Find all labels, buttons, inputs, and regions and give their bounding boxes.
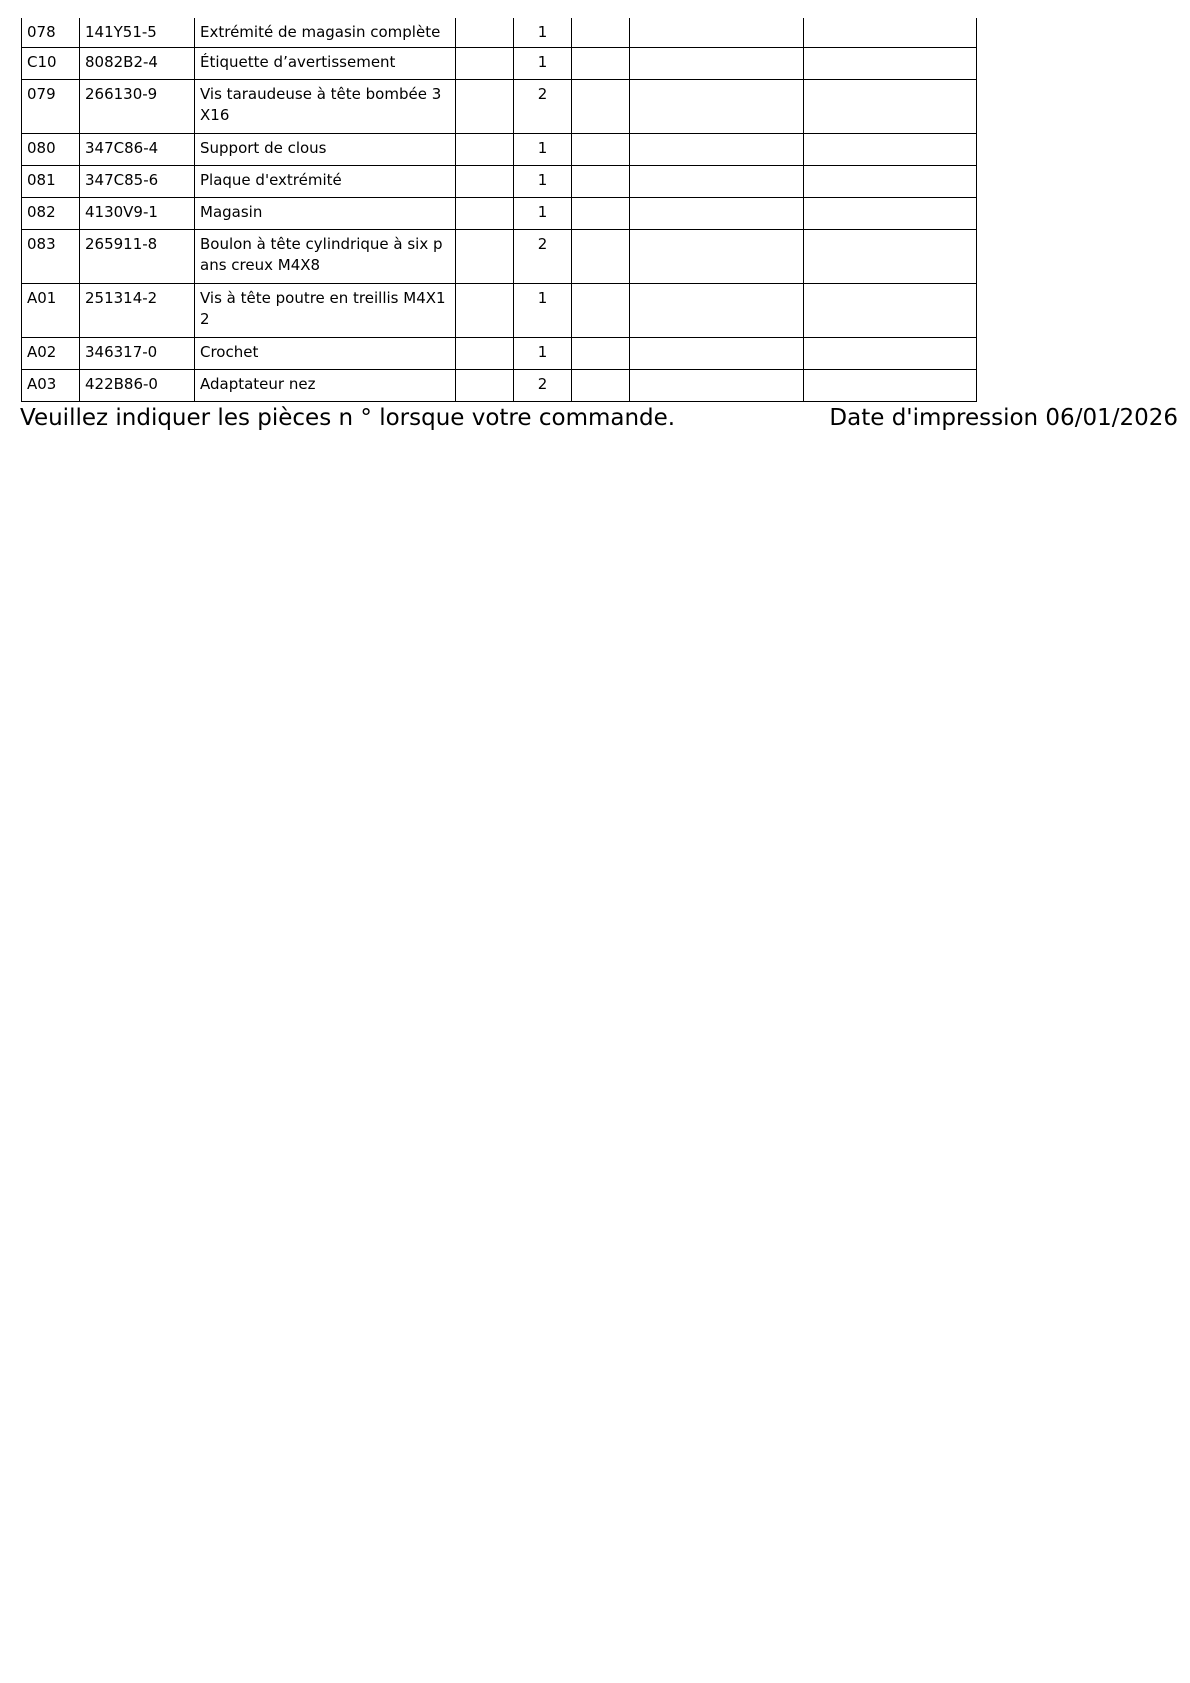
empty-cell xyxy=(630,338,804,370)
empty-cell xyxy=(456,370,514,402)
empty-cell xyxy=(804,18,977,48)
part-number: 346317-0 xyxy=(80,338,195,370)
empty-cell xyxy=(456,134,514,166)
empty-cell xyxy=(572,370,630,402)
empty-cell xyxy=(572,134,630,166)
empty-cell xyxy=(630,370,804,402)
empty-cell xyxy=(456,284,514,338)
part-description: Étiquette d’avertissement xyxy=(195,48,456,80)
empty-cell xyxy=(630,166,804,198)
part-description: Crochet xyxy=(195,338,456,370)
order-instruction-note: Veuillez indiquer les pièces n ° lorsque votre commande. xyxy=(20,405,676,431)
part-description: Vis à tête poutre en treillis M4X12 xyxy=(195,284,456,338)
table-row xyxy=(22,18,977,48)
empty-cell xyxy=(456,48,514,80)
empty-cell xyxy=(804,230,977,284)
empty-cell xyxy=(456,80,514,134)
quantity: 1 xyxy=(514,284,572,338)
part-description: Magasin xyxy=(195,198,456,230)
part-description: Plaque d'extrémité xyxy=(195,166,456,198)
table-row xyxy=(22,166,977,198)
part-description: Support de clous xyxy=(195,134,456,166)
table-row xyxy=(22,338,977,370)
item-number: 081 xyxy=(22,166,80,198)
part-description: Vis taraudeuse à tête bombée 3X16 xyxy=(195,80,456,134)
table-row xyxy=(22,80,977,134)
item-number: 080 xyxy=(22,134,80,166)
quantity: 1 xyxy=(514,338,572,370)
item-number: 078 xyxy=(22,18,80,48)
quantity: 1 xyxy=(514,134,572,166)
empty-cell xyxy=(572,48,630,80)
empty-cell xyxy=(572,284,630,338)
empty-cell xyxy=(630,48,804,80)
part-description: Boulon à tête cylindrique à six pans creux M4X8 xyxy=(195,230,456,284)
part-description: Extrémité de magasin complète xyxy=(195,18,456,48)
table-row xyxy=(22,284,977,338)
empty-cell xyxy=(572,230,630,284)
table-row xyxy=(22,230,977,284)
quantity: 1 xyxy=(514,166,572,198)
empty-cell xyxy=(572,166,630,198)
empty-cell xyxy=(456,198,514,230)
table-row xyxy=(22,134,977,166)
empty-cell xyxy=(572,338,630,370)
quantity: 1 xyxy=(514,198,572,230)
part-number: 4130V9-1 xyxy=(80,198,195,230)
empty-cell xyxy=(804,370,977,402)
empty-cell xyxy=(804,48,977,80)
empty-cell xyxy=(630,198,804,230)
empty-cell xyxy=(630,18,804,48)
part-number: 141Y51-5 xyxy=(80,18,195,48)
empty-cell xyxy=(456,166,514,198)
part-number: 265911-8 xyxy=(80,230,195,284)
empty-cell xyxy=(456,338,514,370)
empty-cell xyxy=(630,230,804,284)
empty-cell xyxy=(572,198,630,230)
empty-cell xyxy=(630,80,804,134)
item-number: 083 xyxy=(22,230,80,284)
print-date: Date d'impression 06/01/2026 xyxy=(829,405,1178,431)
empty-cell xyxy=(804,338,977,370)
empty-cell xyxy=(804,166,977,198)
empty-cell xyxy=(804,80,977,134)
table-row xyxy=(22,370,977,402)
empty-cell xyxy=(456,18,514,48)
item-number: A02 xyxy=(22,338,80,370)
empty-cell xyxy=(804,198,977,230)
part-description: Adaptateur nez xyxy=(195,370,456,402)
part-number: 8082B2-4 xyxy=(80,48,195,80)
empty-cell xyxy=(456,230,514,284)
quantity: 1 xyxy=(514,18,572,48)
item-number: 079 xyxy=(22,80,80,134)
item-number: C10 xyxy=(22,48,80,80)
empty-cell xyxy=(630,284,804,338)
quantity: 2 xyxy=(514,80,572,134)
quantity: 2 xyxy=(514,370,572,402)
part-number: 347C85-6 xyxy=(80,166,195,198)
empty-cell xyxy=(804,134,977,166)
item-number: A03 xyxy=(22,370,80,402)
parts-table xyxy=(21,18,977,402)
part-number: 422B86-0 xyxy=(80,370,195,402)
table-row xyxy=(22,48,977,80)
empty-cell xyxy=(630,134,804,166)
table-row xyxy=(22,198,977,230)
part-number: 266130-9 xyxy=(80,80,195,134)
empty-cell xyxy=(572,80,630,134)
empty-cell xyxy=(572,18,630,48)
quantity: 1 xyxy=(514,48,572,80)
empty-cell xyxy=(804,284,977,338)
item-number: 082 xyxy=(22,198,80,230)
part-number: 251314-2 xyxy=(80,284,195,338)
part-number: 347C86-4 xyxy=(80,134,195,166)
quantity: 2 xyxy=(514,230,572,284)
item-number: A01 xyxy=(22,284,80,338)
